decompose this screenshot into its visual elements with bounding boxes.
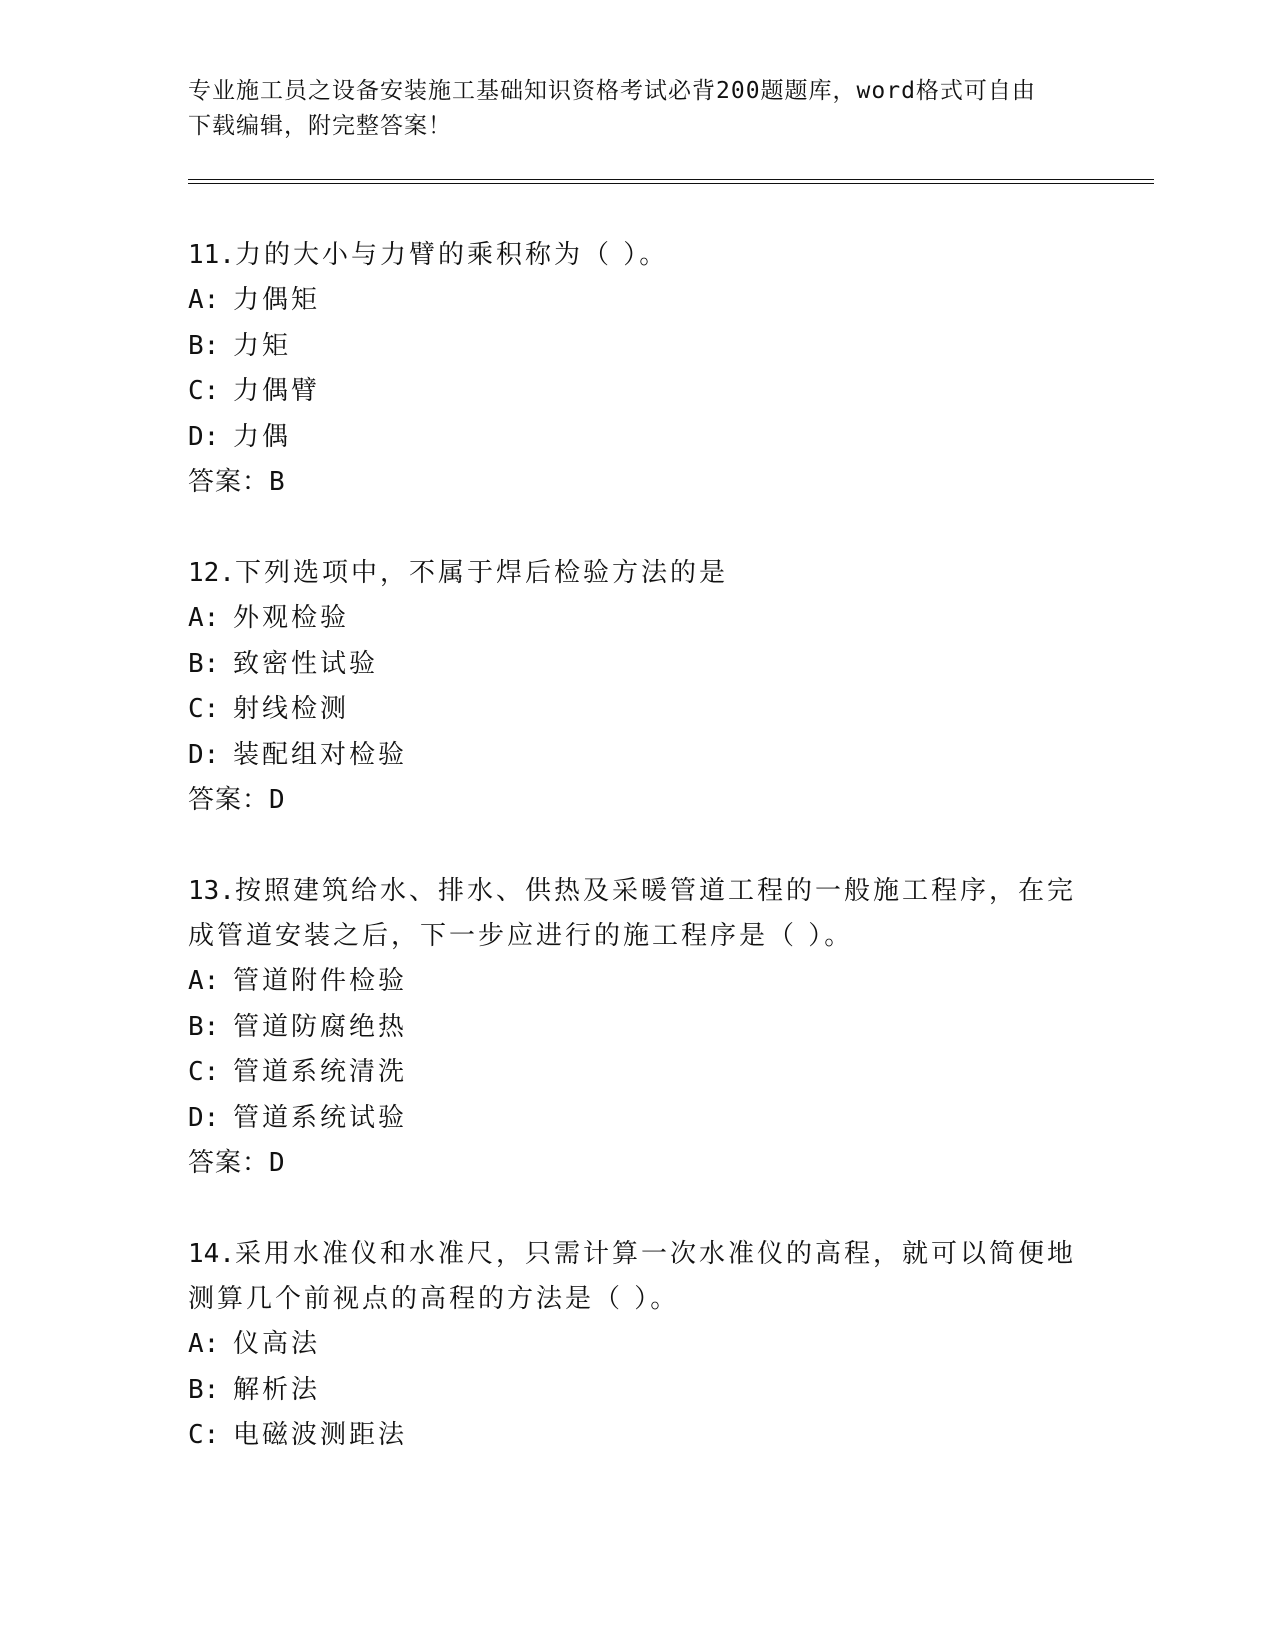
option-b	[188, 642, 1088, 688]
option-text: 外观检验	[233, 603, 350, 633]
option-text: 射线检测	[233, 694, 350, 724]
option-b	[188, 1368, 1088, 1414]
option-letter: A:	[188, 285, 220, 315]
question-11	[188, 233, 1088, 506]
option-text: 力偶矩	[233, 285, 321, 315]
question-text	[188, 1232, 1088, 1277]
option-letter: D:	[188, 421, 220, 452]
option-letter: B:	[188, 1374, 220, 1405]
option-letter: A:	[188, 1329, 220, 1359]
option-c	[188, 369, 1088, 415]
option-text: 力偶	[233, 421, 292, 452]
answer-value: D	[269, 1148, 286, 1178]
answer-value: B	[269, 467, 286, 497]
option-a	[188, 596, 1088, 642]
option-text: 管道系统试验	[233, 1102, 408, 1133]
option-a	[188, 959, 1088, 1005]
option-a	[188, 1322, 1088, 1368]
option-text: 管道附件检验	[233, 966, 408, 996]
option-d	[188, 1096, 1088, 1142]
header-line-1: 专业施工员之设备安装施工基础知识资格考试必背200题题库，word格式可自由	[188, 78, 1036, 104]
question-text	[188, 551, 1088, 596]
option-text: 致密性试验	[233, 648, 379, 679]
option-text: 力偶臂	[233, 376, 321, 406]
option-letter: B:	[188, 648, 220, 679]
answer-label: 答案：	[188, 1148, 270, 1178]
option-text: 电磁波测距法	[233, 1420, 408, 1450]
option-letter: A:	[188, 603, 220, 633]
question-number: 12.	[188, 558, 235, 588]
question-text	[188, 869, 1088, 914]
option-b	[188, 1005, 1088, 1051]
question-14	[188, 1232, 1088, 1459]
answer-label: 答案：	[188, 467, 270, 497]
option-text: 管道防腐绝热	[233, 1011, 408, 1042]
option-letter: C:	[188, 694, 220, 724]
option-c	[188, 1413, 1088, 1459]
option-letter: C:	[188, 376, 220, 406]
question-stem-line-2: 成管道安装之后，下一步应进行的施工程序是（ ）。	[188, 921, 854, 951]
document-header	[188, 74, 1088, 144]
question-text	[188, 233, 1088, 278]
option-text: 力矩	[233, 330, 292, 361]
option-letter: D:	[188, 1102, 220, 1133]
option-text: 解析法	[233, 1374, 321, 1405]
option-letter: A:	[188, 966, 220, 996]
answer-value: D	[269, 785, 286, 815]
answer-line	[188, 460, 1088, 506]
option-letter: C:	[188, 1420, 220, 1450]
option-letter: D:	[188, 739, 220, 770]
option-text: 管道系统清洗	[233, 1057, 408, 1087]
question-stem-line-1: 采用水准仪和水准尺，只需计算一次水准仪的高程，就可以简便地	[234, 1239, 1076, 1269]
option-letter: B:	[188, 1011, 220, 1042]
option-d	[188, 733, 1088, 779]
option-c	[188, 687, 1088, 733]
question-stem-line-2: 测算几个前视点的高程的方法是（ ）。	[188, 1284, 680, 1314]
answer-label: 答案：	[188, 785, 270, 815]
answer-line	[188, 1141, 1088, 1187]
option-text: 装配组对检验	[233, 739, 408, 770]
option-text: 仪高法	[233, 1329, 321, 1359]
answer-line	[188, 778, 1088, 824]
option-letter: B:	[188, 330, 220, 361]
question-stem: 下列选项中，不属于焊后检验方法的是	[234, 558, 728, 588]
header-divider-bottom	[188, 183, 1154, 184]
option-letter: C:	[188, 1057, 220, 1087]
question-13	[188, 869, 1088, 1187]
question-number: 13.	[188, 876, 235, 906]
option-a	[188, 278, 1088, 324]
header-divider-top	[188, 179, 1154, 180]
question-number: 14.	[188, 1239, 235, 1269]
question-stem-line-1: 按照建筑给水、排水、供热及采暖管道工程的一般施工程序，在完	[234, 876, 1076, 906]
option-c	[188, 1050, 1088, 1096]
header-line-2: 下载编辑，附完整答案！	[188, 113, 452, 139]
option-d	[188, 415, 1088, 461]
question-12	[188, 551, 1088, 824]
question-stem: 力的大小与力臂的乘积称为（ ）。	[234, 240, 669, 270]
question-number: 11.	[188, 240, 235, 270]
option-b	[188, 324, 1088, 370]
